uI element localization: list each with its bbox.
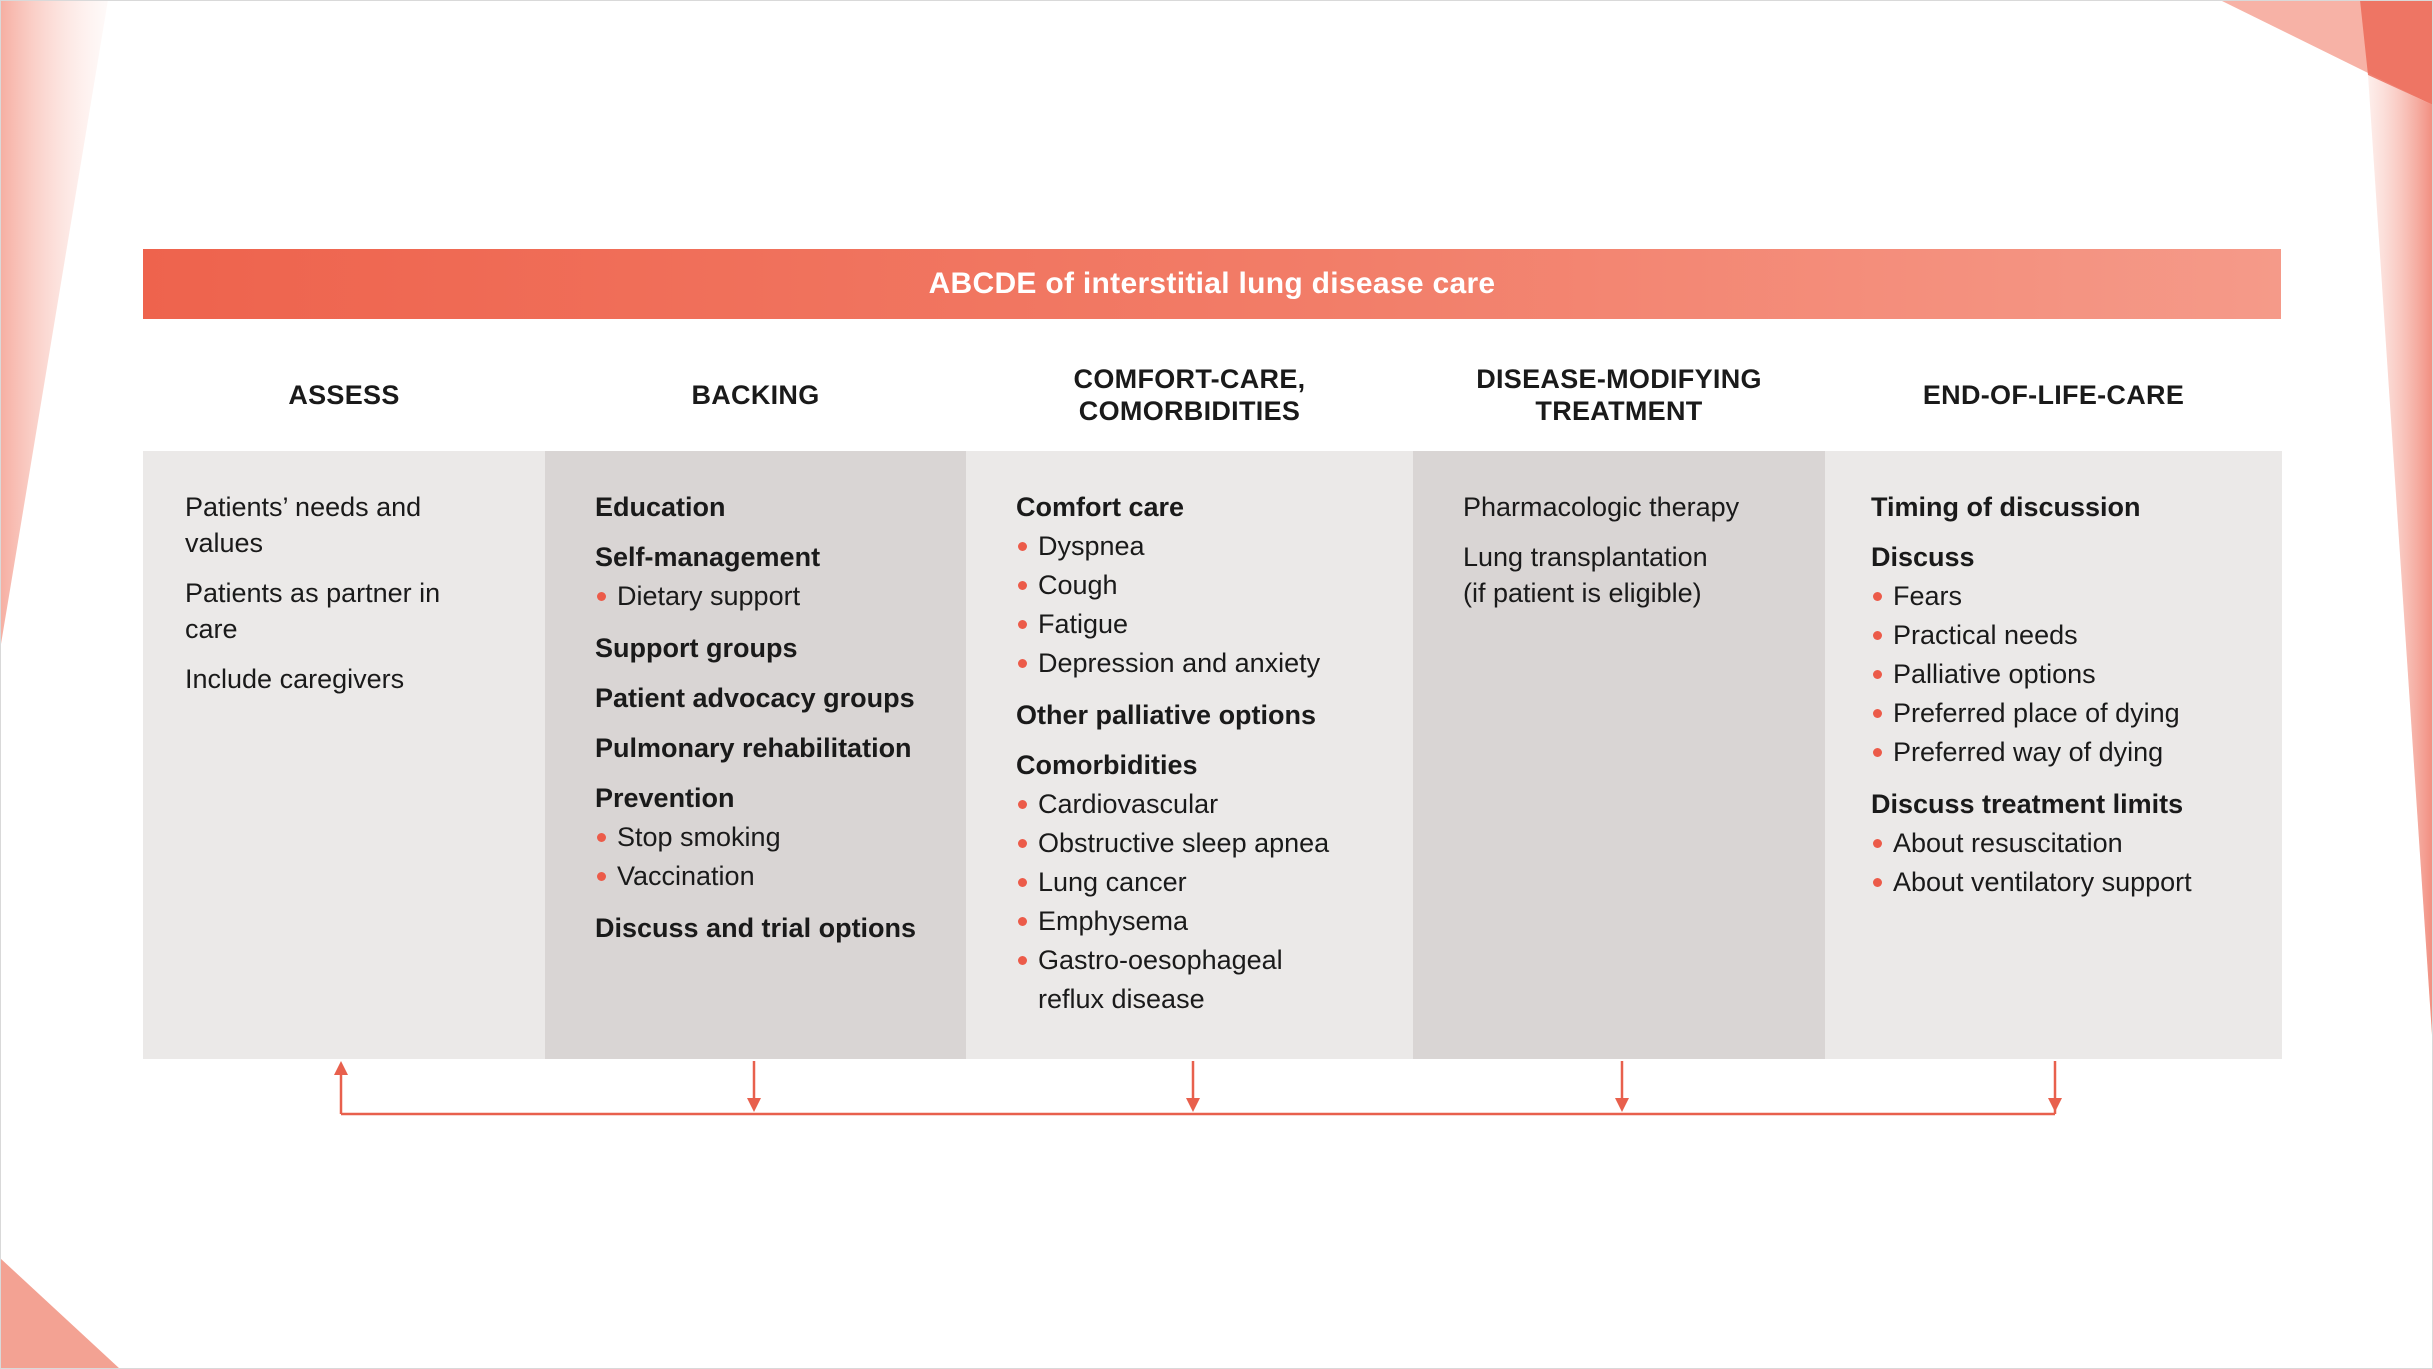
comorbidities-heading: Comorbidities	[1016, 750, 1198, 780]
backing-support-groups: Support groups	[595, 633, 798, 663]
list-item: Stop smoking	[595, 818, 966, 857]
list-item: Lung cancer	[1016, 863, 1413, 902]
list-item: Obstructive sleep apnea	[1016, 824, 1413, 863]
header-comfort-line2: COMORBIDITIES	[1078, 396, 1301, 426]
assess-item: Patients’ needs and values	[185, 492, 422, 558]
assess-item: Patients as partner in care	[185, 578, 441, 644]
arrowhead-up-icon	[334, 1061, 348, 1075]
eol-timing: Timing of discussion	[1871, 492, 2141, 522]
eol-limits-heading: Discuss treatment limits	[1871, 789, 2184, 819]
arrowhead-down-icon	[2048, 1098, 2062, 1112]
header-assess-text: ASSESS	[288, 380, 400, 410]
list-item: Palliative options	[1871, 655, 2282, 694]
header-eol-text: END-OF-LIFE-CARE	[1922, 380, 2185, 410]
list-item: Fatigue	[1016, 605, 1413, 644]
list-item: Fears	[1871, 577, 2282, 616]
list-item: Cardiovascular	[1016, 785, 1413, 824]
arrowhead-down-icon	[747, 1098, 761, 1112]
eol-discuss-heading: Discuss	[1871, 542, 1975, 572]
diagram-title: ABCDE of interstitial lung disease care	[928, 267, 1496, 300]
backing-advocacy: Patient advocacy groups	[595, 683, 915, 713]
list-item: Emphysema	[1016, 902, 1413, 941]
list-item: Dietary support	[595, 577, 966, 616]
backing-discuss: Discuss and trial options	[595, 913, 917, 943]
transplant-line1: Lung transplantation	[1463, 542, 1708, 572]
list-item: About ventilatory support	[1871, 863, 2282, 902]
transplant-line2: (if patient is eligible)	[1463, 578, 1702, 608]
header-disease-line2: TREATMENT	[1535, 396, 1703, 426]
list-item: Preferred way of dying	[1871, 733, 2282, 772]
arrowhead-down-icon	[1186, 1098, 1200, 1112]
list-item: Dyspnea	[1016, 527, 1413, 566]
backing-rehab: Pulmonary rehabilitation	[595, 733, 912, 763]
other-palliative-heading: Other palliative options	[1016, 700, 1317, 730]
list-item: Depression and anxiety	[1016, 644, 1413, 683]
list-item: Preferred place of dying	[1871, 694, 2282, 733]
list-item: Practical needs	[1871, 616, 2282, 655]
comfort-care-heading: Comfort care	[1016, 492, 1185, 522]
backing-education: Education	[595, 492, 726, 522]
list-item: About resuscitation	[1871, 824, 2282, 863]
disease-pharma: Pharmacologic therapy	[1463, 492, 1740, 522]
header-backing-text: BACKING	[691, 380, 820, 410]
list-item: Cough	[1016, 566, 1413, 605]
arrowhead-down-icon	[1615, 1098, 1629, 1112]
backing-self-management: Self-management	[595, 542, 821, 572]
gerd-line2: reflux disease	[1038, 984, 1205, 1014]
header-comfort-line1: COMFORT-CARE,	[1073, 364, 1306, 394]
gerd-line1: Gastro-oesophageal	[1038, 945, 1283, 975]
list-item: Vaccination	[595, 857, 966, 896]
header-disease-line1: DISEASE-MODIFYING	[1476, 364, 1762, 394]
backing-prevention: Prevention	[595, 783, 735, 813]
assess-item: Include caregivers	[185, 664, 405, 694]
